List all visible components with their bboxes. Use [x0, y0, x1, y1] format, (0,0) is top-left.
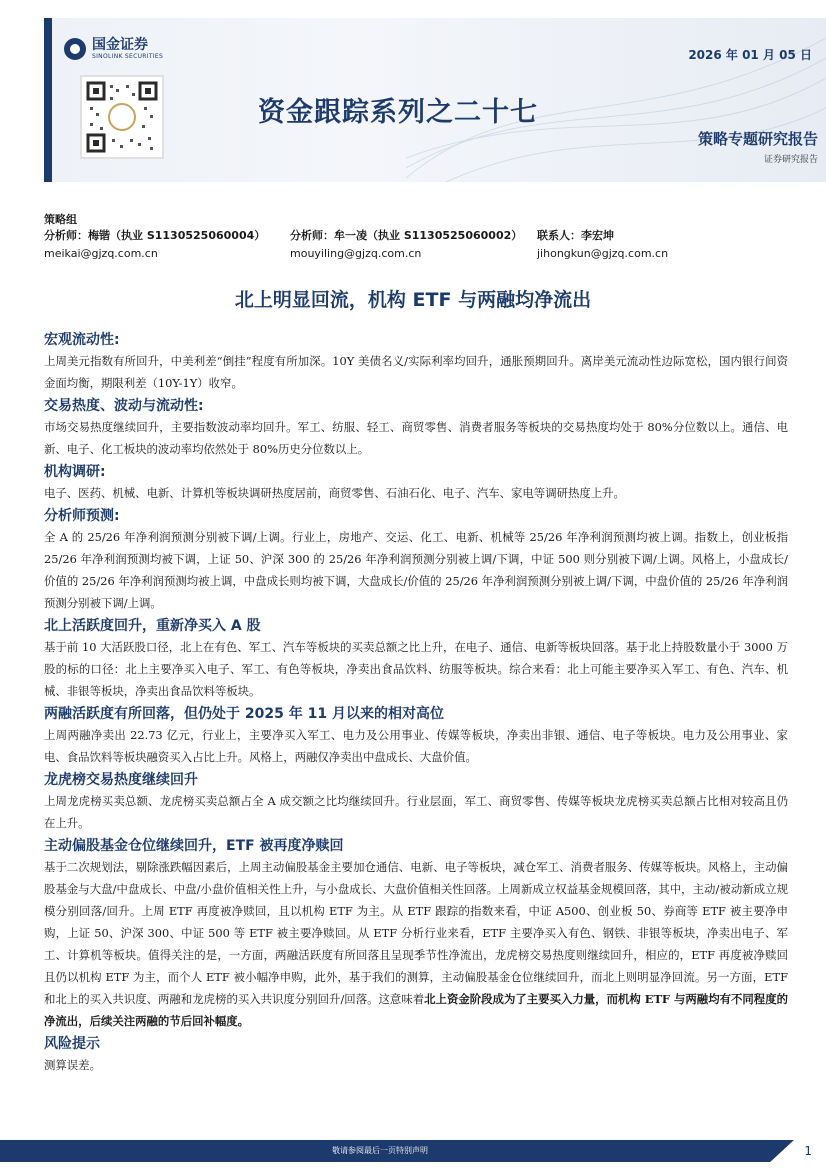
section-title-northbound: 北上活跃度回升，重新净买入 A 股 — [44, 618, 261, 634]
section-title-analyst: 分析师预测: — [44, 508, 120, 524]
contact — [537, 227, 668, 260]
section-text-macro: 上周美元指数有所回升，中美利差“倒挂”程度有所加深。10Y 美债名义/实际利率均回升，通胀预期回升。离岸美元流动性边际宽松，国内银行间资金面均衡，期限利差（10Y-1Y）收窄。 — [44, 354, 788, 390]
analyst-1-name: 分析师：梅锴（执业 S1130525060004） — [44, 229, 266, 242]
section-text-trading: 市场交易热度继续回升，主要指数波动率均回升。军工、纺服、轻工、商贸零售、消费者服务等板块的交易热度均处于 80%分位数以上。通信、电新、电子、化工板块的波动率均依然处于 80%历史分位数以上。 — [44, 420, 788, 456]
page-footer — [0, 1136, 826, 1169]
team-name: 策略组 — [44, 213, 77, 226]
page-number: 1 — [804, 1144, 812, 1158]
funds-text: 基于二次规划法，剔除涨跌幅因素后，上周主动偏股基金主要加仓通信、电新、电子等板块，减仓军工、消费者服务、传媒等板块。风格上，主动偏股基金与大盘/中盘成长、中盘/小盘价值相关性上升，与小盘成长、大盘价值相关性回落。上周新成立权益基金规模回落，其中，主动/被动新成立规模分别回落/回升。上周 ETF 再度被净赎回，且以机构 ETF 为主。从 ETF 跟踪的指数来看，中证 A500、创业板 50、券商等 ETF 被主要净申购，上证 50、沪深 300、中证 500 等 ETF 被主要净赎回。从 ETF 分析行业来看，ETF 主要净买入有色、钢铁、非银等板块，净卖出电子、军工、计算机等板块。值得关注的是，一方面，两融活跃度有所回落且呈现季节性净流出，龙虎榜交易热度则继续回升，相应的，ETF 再度被净赎回且仍以机构 ETF 为主，而个人 ETF 被小幅净申购，此外，基于我们的测算，主动偏股基金仓位继续回升，而北上则明显净回流。另一方面，ETF 和北上的买入共识度、两融和龙虎榜的买入共识度分别回升/回落。这意味着 — [44, 860, 788, 1006]
logo-name-cn: 国金证券 — [92, 37, 148, 53]
analyst-2 — [290, 227, 522, 260]
report-date: 2026 年 01 月 05 日 — [688, 48, 812, 62]
sinolink-logo-icon — [64, 38, 86, 60]
company-logo — [64, 38, 163, 60]
section-text-northbound: 基于前 10 大活跃股口径，北上在有色、军工、汽车等板块的买卖总额之比上升，在电子、通信、电新等板块回落。基于北上持股数量小于 3000 万股的标的口径：北上主要净买入电子、军工、有色等板块，净卖出食品饮料、纺服等板块。综合来看：北上可能主要净买入军工、有色、汽车、机械、非银等板块，净卖出食品饮料等板块。 — [44, 640, 788, 698]
section-title-margin: 两融活跃度有所回落，但仍处于 2025 年 11 月以来的相对高位 — [44, 706, 444, 722]
analyst-1 — [44, 227, 265, 260]
report-type: 策略专题研究报告 — [697, 130, 818, 148]
qr-code-icon — [80, 75, 164, 159]
analyst-2-email[interactable]: mouyiling@gjzq.com.cn — [290, 247, 422, 260]
section-title-risk: 风险提示 — [44, 1036, 100, 1052]
report-body — [44, 330, 788, 1078]
analyst-1-email[interactable]: meikai@gjzq.com.cn — [44, 247, 158, 260]
section-title-funds: 主动偏股基金仓位继续回升，ETF 被再度净赎回 — [44, 838, 344, 854]
banner-accent — [44, 18, 52, 182]
section-text-analyst: 全 A 的 25/26 年净利润预测分别被下调/上调。行业上，房地产、交运、化工、电新、机械等 25/26 年净利润预测均被上调。指数上，创业板指 25/26 年净利润预测均被下调，上证 50、沪深 300 的 25/26 年净利润预测分别被上调/下调，中证 500 则分别被下调/上调。风格上，小盘成长/价值的 25/26 年净利润预测均被上调，中盘成长则均被下调，大盘成长/价值的 25/26 年净利润预测分别被上调/下调，中盘价值的 25/26 年净利润预测分别被下调/上调。 — [44, 530, 788, 610]
report-headline: 北上明显回流，机构 ETF 与两融均净流出 — [234, 289, 592, 311]
report-title: 资金跟踪系列之二十七 — [258, 97, 538, 128]
section-text-risk: 测算误差。 — [44, 1058, 101, 1072]
section-title-trading: 交易热度、波动与流动性: — [44, 398, 204, 414]
analyst-2-name: 分析师：牟一凌（执业 S1130525060002） — [290, 229, 523, 242]
section-text-research: 电子、医药、机械、电新、计算机等板块调研热度居前，商贸零售、石油石化、电子、汽车、家电等调研热度上升。 — [44, 486, 625, 500]
footer-disclaimer[interactable]: 敬请参阅最后一页特别声明 — [332, 1146, 428, 1155]
section-title-macro: 宏观流动性: — [44, 332, 120, 348]
contact-email[interactable]: jihongkun@gjzq.com.cn — [537, 247, 669, 260]
qr-center-badge — [108, 103, 136, 131]
section-text-margin: 上周两融净卖出 22.73 亿元，行业上，主要净买入军工、电力及公用事业、传媒等板块，净卖出非银、通信、电子等板块。电力及公用事业、家电、食品饮料等板块融资买入占比上升。风格上，两融仅净卖出中盘成长、大盘价值。 — [44, 728, 788, 764]
section-title-dragon-tiger: 龙虎榜交易热度继续回升 — [44, 772, 198, 788]
funds-conclusion: 北上资金阶段成为了主要买入力量，而机构 ETF 与两融均有不同程度的净流出，后续关注两融的节后回补幅度。 — [44, 992, 788, 1028]
logo-name-en: SINOLINK SECURITIES — [92, 53, 164, 60]
contact-name: 联系人：李宏坤 — [537, 229, 614, 242]
report-category: 证券研究报告 — [763, 155, 818, 165]
section-text-funds — [44, 856, 788, 1032]
section-text-dragon-tiger: 上周龙虎榜买卖总额、龙虎榜买卖总额占全 A 成交额之比均继续回升。行业层面，军工、商贸零售、传媒等板块龙虎榜买卖总额占比相对较高且仍在上升。 — [44, 794, 788, 830]
section-title-research: 机构调研: — [44, 464, 106, 480]
